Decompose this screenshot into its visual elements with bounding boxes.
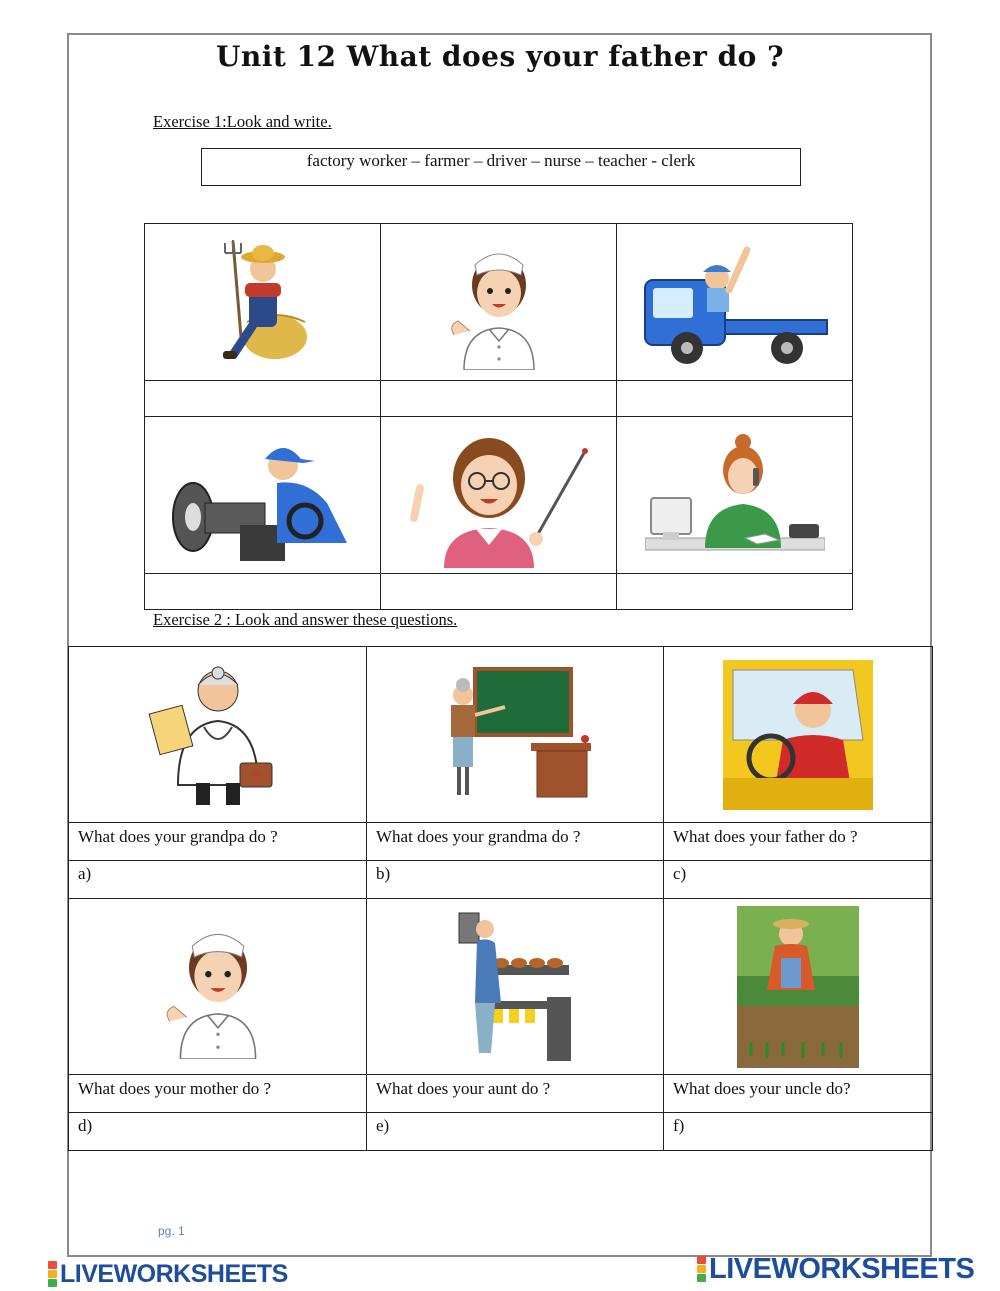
nurse-icon — [158, 914, 278, 1059]
teacher-icon — [404, 423, 594, 568]
farmer-icon — [737, 906, 859, 1068]
teacher-blackboard-icon — [435, 665, 595, 805]
liveworksheets-logo — [48, 1260, 288, 1289]
question-grandma: What does your grandma do ? — [367, 823, 664, 861]
answer-cell[interactable] — [381, 381, 617, 417]
answer-cell[interactable] — [617, 574, 853, 610]
word-bank: factory worker – farmer – driver – nurse – teacher - clerk — [201, 148, 801, 186]
picture-cell — [69, 899, 367, 1075]
answer-cell[interactable] — [381, 574, 617, 610]
question-father: What does your father do ? — [664, 823, 933, 861]
question-aunt: What does your aunt do ? — [367, 1075, 664, 1113]
exercise-1-heading: Exercise 1:Look and write. — [153, 112, 332, 131]
picture-cell — [381, 224, 617, 381]
driver-icon — [723, 660, 873, 810]
answer-cell[interactable] — [617, 381, 853, 417]
answer-cell[interactable] — [145, 381, 381, 417]
answer-field-e[interactable]: e) — [367, 1113, 664, 1151]
picture-cell — [617, 224, 853, 381]
picture-cell — [381, 417, 617, 574]
liveworksheets-badge-icon — [697, 1256, 706, 1283]
answer-field-f[interactable]: f) — [664, 1113, 933, 1151]
exercise-2-heading: Exercise 2 : Look and answer these questions. — [153, 610, 458, 629]
answer-field-b[interactable]: b) — [367, 861, 664, 899]
farmer-icon — [213, 237, 313, 367]
question-uncle: What does your uncle do? — [664, 1075, 933, 1113]
answer-field-d[interactable]: d) — [69, 1113, 367, 1151]
picture-cell — [664, 647, 933, 823]
exercise-1-grid — [144, 223, 853, 610]
question-mother: What does your mother do ? — [69, 1075, 367, 1113]
answer-field-a[interactable]: a) — [69, 861, 367, 899]
liveworksheets-logo — [697, 1253, 974, 1286]
answer-field-c[interactable]: c) — [664, 861, 933, 899]
clerk-icon — [645, 428, 825, 563]
picture-cell — [145, 224, 381, 381]
liveworksheets-badge-icon — [48, 1261, 57, 1288]
picture-cell — [69, 647, 367, 823]
picture-cell — [367, 899, 664, 1075]
picture-cell — [367, 647, 664, 823]
picture-cell — [145, 417, 381, 574]
answer-cell[interactable] — [145, 574, 381, 610]
factory-worker-icon — [455, 907, 575, 1067]
liveworksheets-logo-text: LIVEWORKSHEETS — [60, 1260, 288, 1288]
liveworksheets-logo-text: LIVEWORKSHEETS — [709, 1253, 975, 1285]
truck-driver-icon — [637, 230, 832, 375]
picture-cell — [617, 417, 853, 574]
page-title: Unit 12 What does your father do ? — [215, 40, 785, 73]
factory-worker-icon — [165, 425, 360, 565]
nurse-icon — [444, 235, 554, 370]
exercise-2-grid — [68, 646, 933, 1151]
page-number: pg. 1 — [158, 1224, 185, 1238]
doctor-icon — [148, 655, 288, 815]
question-grandpa: What does your grandpa do ? — [69, 823, 367, 861]
picture-cell — [664, 899, 933, 1075]
